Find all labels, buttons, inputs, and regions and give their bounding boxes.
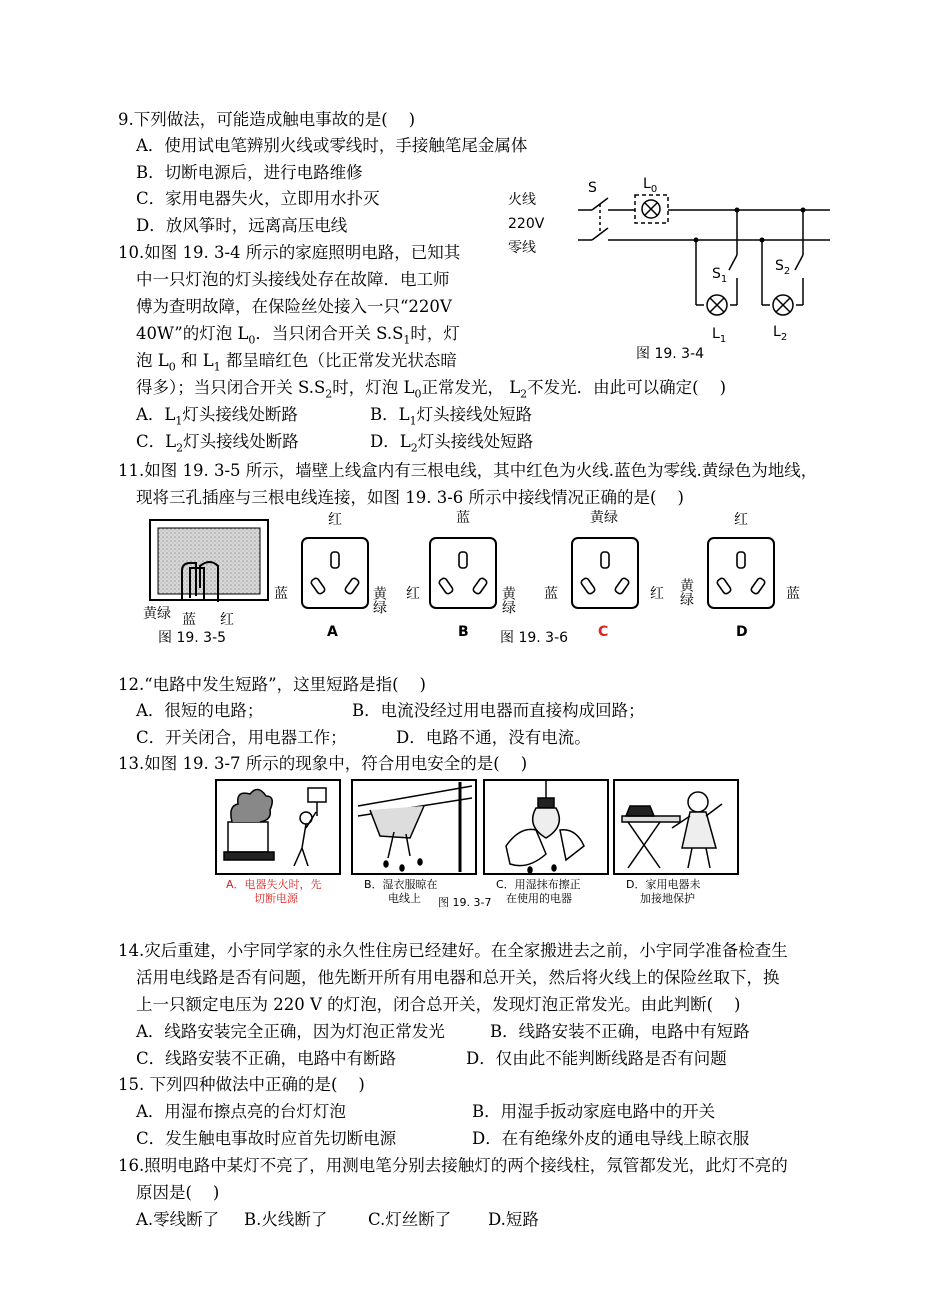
socket-c [572, 538, 638, 608]
q10-l4d: 1 [403, 333, 411, 347]
q10-l5d: 1 [213, 360, 221, 374]
q10-c2: 灯头接线处断路 [183, 432, 299, 451]
socket-a-label: A [327, 624, 338, 640]
q10-l5a: 泡 L [136, 351, 169, 370]
q14-option-d: D．仅由此不能判断线路是否有问题 [466, 1049, 727, 1068]
box-label-lan: 蓝 [182, 612, 196, 628]
socket-b-label: B [458, 624, 469, 640]
q11-line-1: 11.如图 19. 3-5 所示，墙壁上线盒内有三根电线，其中红色为火线.蓝色为零线.黄绿色为地线， [118, 461, 818, 480]
s2-label-main: S [775, 258, 784, 274]
l2-label-sub: 2 [780, 332, 788, 343]
q16-option-b: B.火线断了 [244, 1210, 328, 1229]
q14-option-b: B．线路安装不正确，电路中有短路 [490, 1022, 750, 1041]
zero-wire-label: 零线 [508, 240, 536, 256]
figure-19-3-4-circuit [500, 170, 845, 370]
q10-d2: 灯头接线处短路 [417, 432, 534, 451]
q10-l6e: 正常发光， L [421, 378, 521, 397]
q10-l4a: 40W”的灯泡 L [136, 324, 249, 343]
socket-d-top: 红 [734, 512, 748, 528]
q12-option-c: C．开关闭合，用电器工作； [136, 728, 347, 747]
q10-option-c [136, 431, 299, 459]
panel-b-caption-2: 电线上 [388, 892, 421, 905]
junction-dot-3 [694, 238, 699, 243]
panel-c-caption-2: 在使用的电器 [506, 892, 572, 905]
q15-option-c: C．发生触电事故时应首先切断电源 [136, 1129, 397, 1148]
q10-l6g: 不发光．由此可以确定( ) [527, 378, 727, 397]
voltage-label: 220V [508, 216, 545, 232]
socket-a [302, 538, 368, 608]
q10-as: 1 [175, 414, 183, 428]
socket-c-label: C [598, 624, 609, 640]
q10-ds: 2 [410, 441, 418, 455]
s1-blade [729, 255, 737, 270]
panel-d-frame [614, 780, 738, 874]
socket-c-top: 黄绿 [590, 510, 618, 526]
l0-label [643, 176, 657, 195]
panel-d-caption-1: D．家用电器未 [626, 878, 701, 891]
q14-option-c: C．线路安装不正确，电路中有断路 [136, 1049, 397, 1068]
l0-label-sub: 0 [650, 184, 658, 195]
figure-19-3-7 [210, 776, 740, 912]
l1-label [712, 326, 726, 345]
q10-line-4 [136, 323, 460, 351]
box-label-hong: 红 [220, 612, 234, 628]
q14-line-3: 上一只额定电压为 220 V 的灯泡，闭合总开关，发现灯泡正常发光。由此判断( ) [136, 995, 741, 1014]
q10-l4c: ．当只闭合开关 S.S [255, 324, 404, 343]
q14-line-2: 活用电线路是否有问题，他先断开所有用电器和总开关，然后将火线上的保险丝取下，换 [136, 968, 780, 987]
q15-option-d: D．在有绝缘外皮的通电导线上晾衣服 [472, 1129, 750, 1148]
q10-l5b: 0 [168, 360, 176, 374]
q10-bs: 1 [409, 414, 417, 428]
q12-option-a: A．很短的电路； [136, 701, 264, 720]
q11-line-2: 现将三孔插座与三根电线连接，如图 19. 3-6 所示中接线情况正确的是( ) [136, 488, 684, 507]
socket-b-right: 黄绿 [500, 586, 516, 614]
q10-l5c: 和 L [175, 351, 214, 370]
q10-option-b [370, 404, 532, 432]
figure-19-3-5-and-6 [130, 508, 820, 648]
main-switch-label: S [588, 180, 597, 196]
q9-option-a: A．使用试电笔辨别火线或零线时，手接触笔尾金属体 [136, 136, 528, 155]
socket-b-left: 红 [406, 586, 420, 602]
q10-a2: 灯头接线处断路 [182, 405, 298, 424]
socket-c-right: 红 [650, 586, 664, 602]
q9-option-c: C．家用电器失火，立即用水扑灭 [136, 189, 380, 208]
panel-b-caption-1: B．湿衣服晾在 [364, 878, 438, 891]
q14-line-1: 14.灾后重建，小宇同学家的永久性住房已经建好。在全家搬进去之前，小宇同学准备检查生 [118, 941, 788, 960]
s2-label-sub: 2 [783, 266, 791, 277]
q12-stem: 12.“电路中发生短路”，这里短路是指( ) [118, 675, 426, 694]
q10-line-6 [136, 377, 726, 405]
figure-19-3-4-caption: 图 19. 3-4 [636, 346, 705, 362]
q16-option-a: A.零线断了 [136, 1210, 220, 1229]
wall-junction-box [150, 520, 268, 602]
l1-label-main: L [712, 326, 720, 342]
q9-stem: 9.下列做法，可能造成触电事故的是( ) [118, 110, 416, 129]
q15-option-b: B．用湿手扳动家庭电路中的开关 [472, 1102, 716, 1121]
q15-option-a: A．用湿布擦点亮的台灯灯泡 [136, 1102, 346, 1121]
socket-a-right: 黄绿 [371, 586, 387, 614]
socket-c-left: 蓝 [544, 586, 558, 602]
socket-a-top: 红 [328, 512, 342, 528]
q10-line-1: 10.如图 19. 3-4 所示的家庭照明电路，已知其 [118, 243, 461, 262]
q10-l4e: 时，灯 [410, 324, 460, 343]
s2-label [775, 258, 790, 277]
q16-line-1: 16.照明电路中某灯不亮了，用测电笔分别去接触灯的两个接线柱，氖管都发光，此灯不亮的 [118, 1156, 788, 1175]
q10-c1: C．L [136, 432, 177, 451]
junction-dot-2 [801, 208, 806, 213]
l2-label [773, 324, 787, 343]
s1-label-main: S [712, 266, 721, 282]
q10-line-2: 中一只灯泡的灯头接线处存在故障．电工师 [136, 270, 450, 289]
q10-l6d: 0 [414, 387, 422, 401]
figure-19-3-7-caption: 图 19. 3-7 [438, 896, 492, 909]
panel-d-illustration [622, 792, 722, 868]
s1-label [712, 266, 727, 285]
socket-d-left: 黄绿 [678, 578, 694, 606]
panel-a-caption-1: A．电器失火时，先 [226, 878, 322, 891]
panel-a-caption-2: 切断电源 [254, 892, 298, 905]
panel-c-illustration [506, 780, 584, 873]
figure-19-3-5-caption: 图 19. 3-5 [158, 630, 227, 646]
socket-b-top: 蓝 [456, 510, 470, 526]
fire-wire-label: 火线 [508, 192, 536, 208]
panel-a-illustration [224, 788, 326, 866]
q10-cs: 2 [176, 441, 184, 455]
figure-19-3-6-caption: 图 19. 3-6 [500, 630, 569, 646]
q16-option-c: C.灯丝断了 [368, 1210, 452, 1229]
socket-d-label: D [736, 624, 748, 640]
socket-b [430, 538, 496, 608]
socket-d-right: 蓝 [786, 586, 800, 602]
q10-line-3: 傅为查明故障，在保险丝处接入一只“220V [136, 297, 452, 316]
q10-line-5 [136, 350, 457, 378]
panel-b-illustration [358, 782, 472, 872]
q10-l6a: 得多）；当只闭合开关 S.S [136, 378, 326, 397]
panel-c-caption-1: C．用湿抹布擦正 [496, 878, 581, 891]
q12-option-b: B．电流没经过用电器而直接构成回路； [352, 701, 645, 720]
q13-stem: 13.如图 19. 3-7 所示的现象中，符合用电安全的是( ) [118, 754, 528, 773]
q10-b2: 灯头接线处短路 [416, 405, 533, 424]
q12-option-d: D．电路不通，没有电流。 [396, 728, 591, 747]
socket-d [708, 538, 774, 608]
junction-dot-4 [760, 238, 765, 243]
q10-l4b: 0 [248, 333, 256, 347]
junction-dot-1 [735, 208, 740, 213]
l1-label-sub: 1 [719, 334, 727, 345]
q16-option-d: D.短路 [488, 1210, 539, 1229]
s2-blade [795, 255, 803, 270]
q14-option-a: A．线路安装完全正确，因为灯泡正常发光 [136, 1022, 445, 1041]
q10-l6c: 时，灯泡 L [332, 378, 415, 397]
q15-stem: 15. 下列四种做法中正确的是( ) [118, 1075, 365, 1094]
q10-l6b: 2 [325, 387, 333, 401]
q9-option-d: D．放风筝时，远离高压电线 [136, 216, 348, 235]
q10-l5e: 都呈暗红色（比正常发光状态暗 [220, 351, 457, 370]
q9-option-b: B．切断电源后，进行电路维修 [136, 163, 363, 182]
q16-line-2: 原因是( ) [136, 1183, 220, 1202]
q10-option-d [370, 431, 533, 459]
box-label-huanglv: 黄绿 [143, 606, 171, 622]
s1-label-sub: 1 [720, 274, 728, 285]
q10-l6f: 2 [520, 387, 528, 401]
socket-a-left: 蓝 [274, 586, 288, 602]
l2-label-main: L [773, 324, 781, 340]
q10-a1: A．L [136, 405, 176, 424]
q10-option-a [136, 404, 298, 432]
l0-label-main: L [643, 176, 651, 192]
q10-b1: B．L [370, 405, 410, 424]
panel-d-caption-2: 加接地保护 [640, 892, 695, 905]
q10-d1: D．L [370, 432, 411, 451]
